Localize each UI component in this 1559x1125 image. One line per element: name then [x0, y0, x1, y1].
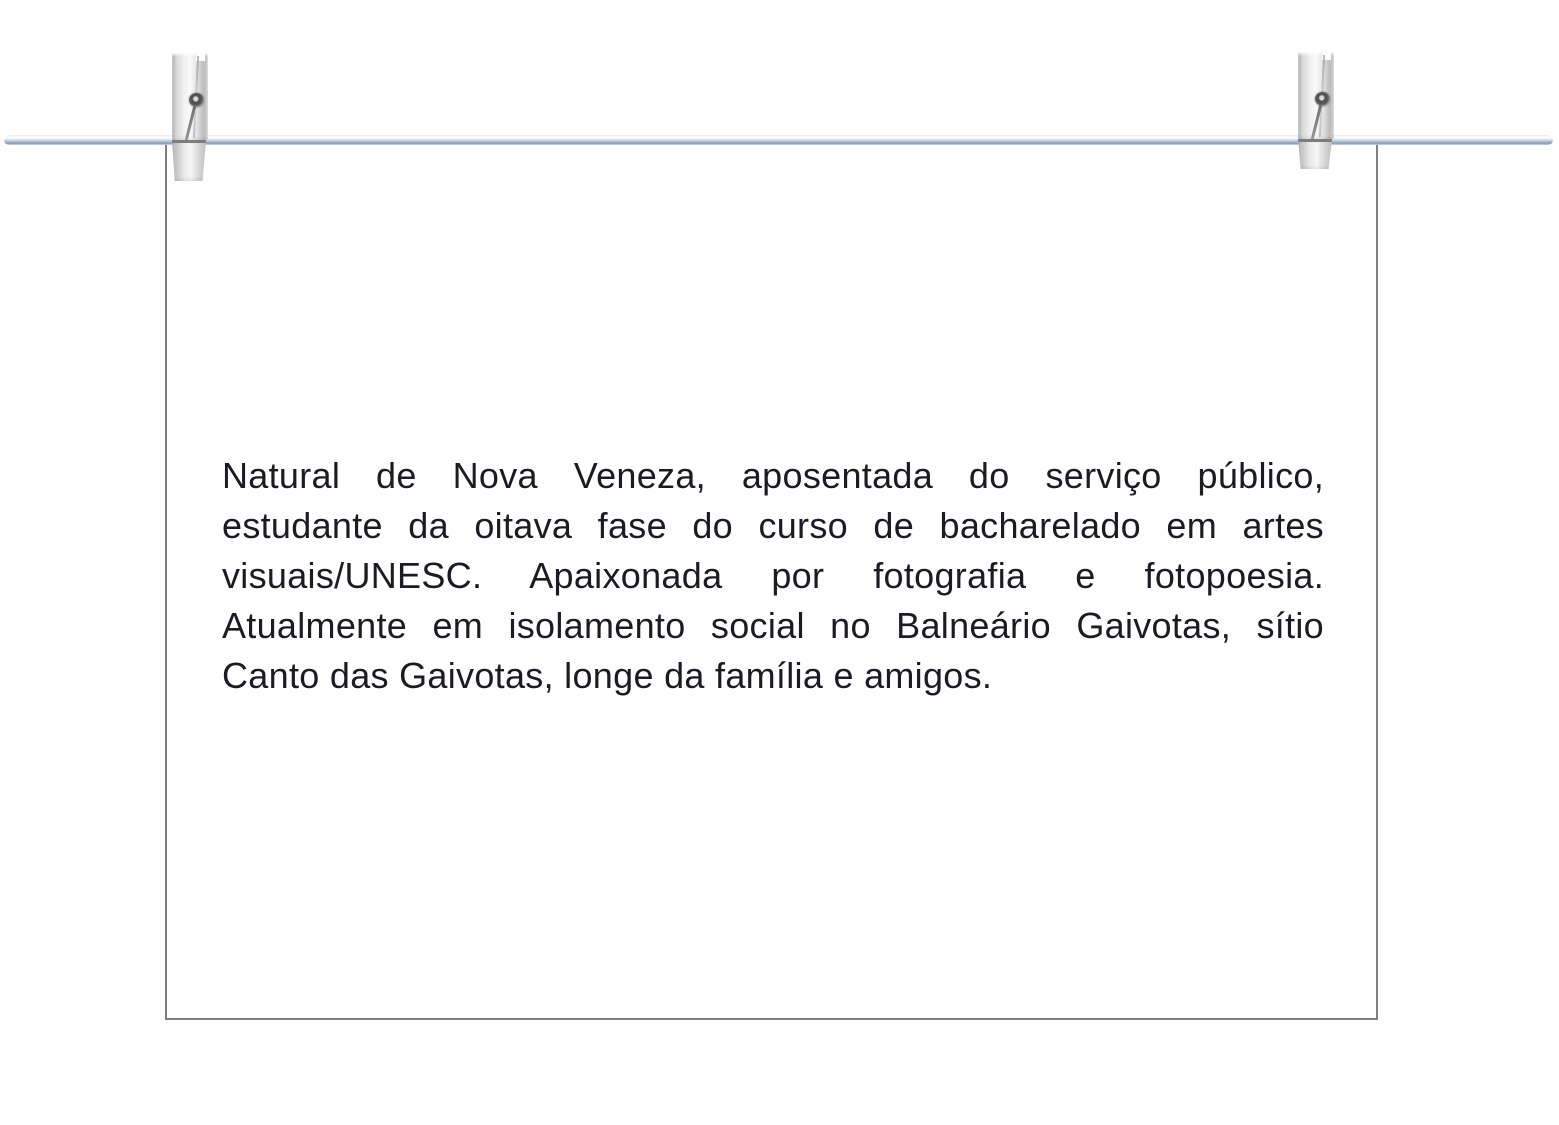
clothespin-jaw: [1298, 139, 1332, 169]
bio-line-5: Canto das Gaivotas, longe da família e amigos.: [222, 655, 993, 696]
bio-text: [222, 451, 1324, 701]
bio-line-4: Atualmente em isolamento social no Balneário Gaivotas, sítio: [222, 605, 1324, 646]
bio-line-3: visuais/UNESC. Apaixonada por fotografia e fotopoesia.: [222, 555, 1324, 596]
bio-line-1: Natural de Nova Veneza, aposentada do serviço público,: [222, 455, 1324, 496]
clothespin-spring-icon: [189, 93, 204, 107]
clothespin-spring-icon: [1315, 92, 1330, 106]
bio-card: [165, 139, 1378, 1020]
clothespin-jaw: [172, 140, 206, 181]
bio-line-2: estudante da oitava fase do curso de bacharelado em artes: [222, 505, 1324, 546]
